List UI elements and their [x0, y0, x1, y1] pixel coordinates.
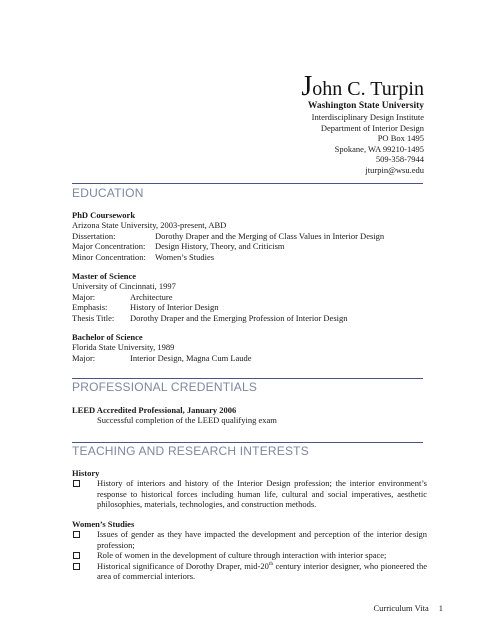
- degree-heading: PhD Coursework: [72, 210, 136, 220]
- checkbox-bullet-icon: [72, 550, 97, 560]
- degree-detail-row: Major: Architecture: [72, 291, 173, 302]
- education-bs: [72, 332, 427, 363]
- section-title-education: EDUCATION: [72, 186, 144, 200]
- degree-detail-row: Major: Interior Design, Magna Cum Laude: [72, 352, 252, 363]
- page-footer: [373, 603, 443, 613]
- degree-detail-row: Emphasis: History of Interior Design: [72, 302, 219, 313]
- section-divider: [72, 442, 423, 443]
- degree-detail-row: Major Concentration: Design History, Theory, and Criticism: [72, 241, 285, 252]
- interest-heading: Women’s Studies: [72, 519, 135, 529]
- address-line: Department of Interior Design: [320, 122, 424, 133]
- degree-heading: Bachelor of Science: [72, 332, 143, 342]
- university-name: Washington State University: [307, 101, 424, 111]
- address-line: PO Box 1495: [377, 133, 424, 144]
- section-title-credentials: PROFESSIONAL CREDENTIALS: [72, 380, 258, 394]
- degree-detail-row: Minor Concentration: Women’s Studies: [72, 251, 215, 262]
- credential-leed: [72, 405, 427, 426]
- contact-header: [204, 71, 424, 176]
- checkbox-bullet-icon: [72, 561, 97, 582]
- degree-institution: University of Cincinnati, 1997: [72, 281, 176, 292]
- education-ms: [72, 271, 427, 323]
- section-title-teaching: TEACHING AND RESEARCH INTERESTS: [72, 444, 309, 458]
- credential-detail: Successful completion of the LEED qualifying exam: [97, 415, 277, 426]
- phone-number: 509-358-7944: [375, 154, 424, 165]
- section-divider: [72, 183, 423, 184]
- email-address: jturpin@wsu.edu: [365, 164, 424, 175]
- interest-history: [72, 468, 427, 510]
- interest-heading: History: [72, 468, 100, 478]
- section-divider: [72, 378, 423, 379]
- list-item: Issues of gender as they have impacted the development and perception of the interior design profession;: [72, 529, 427, 550]
- credential-heading: LEED Accredited Professional, January 2006: [72, 405, 237, 415]
- checkbox-bullet-icon: [72, 478, 97, 509]
- checkbox-bullet-icon: [72, 529, 97, 550]
- list-item: Historical significance of Dorothy Draper, mid-20th century interior designer, who pioneered the area of commercial interiors.: [72, 561, 427, 582]
- list-item: History of interiors and history of the Interior Design profession; the interior environment’s response to historical forces including human life, cultural and social imperatives, aesthetic philosophies, materials, technologies, and construction methods.: [72, 478, 427, 509]
- degree-detail-row: Thesis Title: Dorothy Draper and the Emerging Profession of Interior Design: [72, 312, 348, 323]
- education-phd: [72, 210, 427, 262]
- degree-institution: Florida State University, 1989: [72, 342, 175, 353]
- degree-heading: Master of Science: [72, 271, 137, 281]
- degree-detail-row: Dissertation: Dorothy Draper and the Merging of Class Values in Interior Design: [72, 230, 385, 241]
- footer-label: Curriculum Vita: [373, 603, 429, 613]
- address-line: Interdisciplinary Design Institute: [311, 112, 424, 122]
- list-item: Role of women in the development of culture through interaction with interior space;: [72, 550, 427, 560]
- person-name: John C. Turpin: [301, 71, 424, 102]
- page-number: 1: [438, 603, 443, 613]
- address-line: Spokane, WA 99210-1495: [334, 143, 424, 154]
- interest-womens-studies: [72, 519, 427, 581]
- degree-institution: Arizona State University, 2003-present, ABD: [72, 220, 227, 231]
